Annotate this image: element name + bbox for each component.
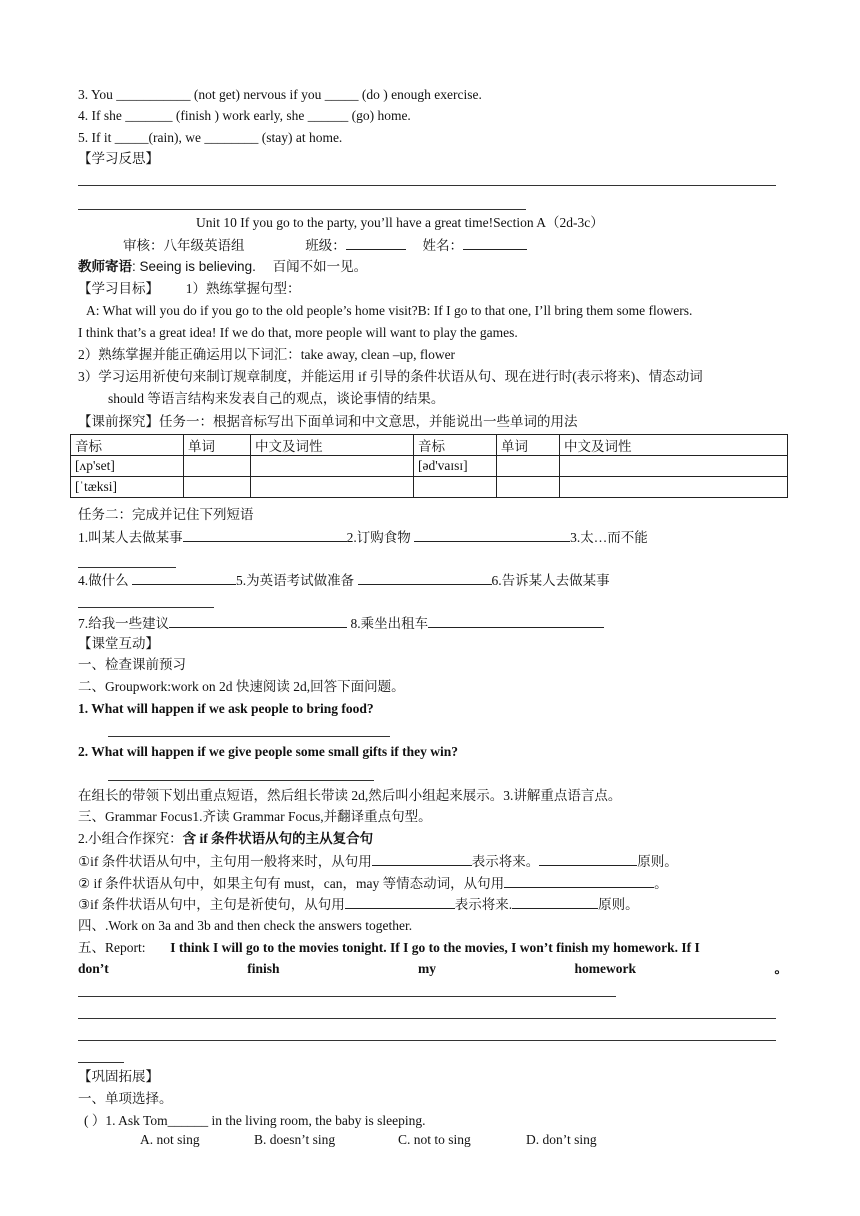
report-text: I think I will go to the movies tonight. If I go to the movies, I won’t finish my homework. If I [170, 940, 700, 955]
report-word: finish [247, 961, 280, 976]
mc-options [140, 1131, 597, 1149]
goal-dialog-1: A: What will you do if you go to the old people’s home visit?B: If I go to that one, I’ll bring them some flowers. [86, 303, 693, 318]
phrase-2-blank[interactable] [414, 528, 570, 542]
group-explore-label: 2.小组合作探究： [78, 831, 183, 846]
rule-3-blank-a[interactable] [345, 895, 455, 909]
col-phonetic: 音标 [71, 435, 184, 456]
rule-3-text: ③if 条件状语从句中，主句是祈使句，从句用 [78, 897, 345, 912]
exercise-line-5: 5. If it _____(rain), we ________ (stay) at home. [78, 130, 343, 145]
table-cell[interactable] [497, 477, 560, 498]
rule-1-blank-b[interactable] [539, 852, 637, 866]
classroom-step-3: 三、Grammar Focus1.齐读 Grammar Focus,并翻译重点句型。 [78, 809, 432, 824]
vocab-table-header [71, 435, 788, 456]
option-b[interactable]: B. doesn’t sing [254, 1132, 336, 1147]
phrase-4-blank[interactable] [132, 571, 236, 585]
report-word: my [418, 961, 437, 976]
class-field[interactable] [346, 236, 406, 250]
report-word: homework [574, 961, 636, 976]
vocab-table [70, 434, 788, 498]
teacher-quote-label: 教师寄语 [78, 259, 132, 274]
classroom-heading: 【课堂互动】 [78, 636, 159, 651]
table-cell[interactable] [560, 477, 788, 498]
table-cell[interactable] [560, 456, 788, 477]
report-word: 。 [774, 961, 788, 976]
reflection-heading: 【学习反思】 [78, 151, 159, 166]
task-2-heading: 任务二：完成并记住下列短语 [78, 507, 254, 522]
rule-3-text-b: 表示将来. [454, 897, 513, 912]
phrase-1: 1.叫某人去做某事 [78, 530, 183, 545]
rule-1-text-b: 表示将来。 [471, 854, 540, 869]
name-field[interactable] [463, 236, 527, 250]
answer-2-line[interactable] [108, 780, 374, 781]
phrase-4: 4.做什么 [78, 573, 129, 588]
report-label: 五、Report: [78, 940, 146, 955]
col-meaning: 中文及词性 [251, 435, 414, 456]
mc-question-1: ( ）1. Ask Tom______ in the living room, the baby is sleeping. [84, 1113, 426, 1128]
phrase-6-blank[interactable] [78, 607, 214, 608]
rule-1-blank-a[interactable] [372, 852, 472, 866]
group-explore-topic: 含 if 条件状语从句的主从复合句 [182, 831, 374, 846]
goal-3-cont: should 等语言结构来发表自己的观点，谈论事情的结果。 [108, 391, 445, 406]
table-cell[interactable] [184, 456, 251, 477]
goals-heading-label: 【学习目标】 [78, 281, 159, 296]
report-word: don’t [78, 961, 109, 976]
table-cell[interactable] [497, 456, 560, 477]
rule-3 [78, 895, 639, 914]
preview-heading: 【课前探究】任务一：根据音标写出下面单词和中文意思，并能说出一些单词的用法 [78, 414, 578, 429]
review-line [123, 236, 527, 255]
table-cell[interactable] [251, 456, 414, 477]
name-label: 姓名： [422, 238, 463, 253]
answer-rule [78, 209, 526, 210]
rule-3-text-c: 原则。 [598, 897, 639, 912]
goal-3: 3）学习运用祈使句来制订规章制度，并能运用 if 引导的条件状语从句、现在进行时(表示将来)、情态动词 [78, 369, 703, 384]
report-answer-line[interactable] [78, 1018, 776, 1019]
phrase-8-blank[interactable] [428, 614, 604, 628]
col-meaning: 中文及词性 [560, 435, 788, 456]
classroom-step-4: 四、.Work on 3a and 3b and then check the answers together. [78, 918, 413, 933]
question-1: 1. What will happen if we ask people to bring food? [78, 701, 374, 716]
goal-dialog-2: I think that’s a great idea! If we do that, more people will want to play the games. [78, 325, 518, 340]
report-answer-line[interactable] [78, 1062, 124, 1063]
phrase-6: 6.告诉某人去做某事 [491, 573, 610, 588]
classroom-step-1: 一、检查课前预习 [78, 657, 186, 672]
page-title: Unit 10 If you go to the party, you’ll have a great time!Section A（2d-3c） [196, 215, 604, 230]
report-line-2 [78, 960, 788, 978]
goal-2: 2）熟练掌握并能正确运用以下词汇：take away, clean –up, flower [78, 347, 456, 362]
rule-1 [78, 852, 678, 871]
phrase-5-blank[interactable] [358, 571, 492, 585]
table-row [71, 456, 788, 477]
phrase-7-blank[interactable] [169, 614, 347, 628]
phrase-line-3 [78, 614, 604, 633]
option-d[interactable]: D. don’t sing [526, 1132, 597, 1147]
option-a[interactable]: A. not sing [140, 1132, 200, 1147]
group-lead-instructions: 在组长的带领下划出重点短语，然后组长带读 2d,然后叫小组起来展示。3.讲解重点语言点。 [78, 788, 622, 803]
review-label: 审核：八年级英语组 [123, 238, 245, 253]
goals-heading [78, 280, 301, 298]
multiple-choice-heading: 一、单项选择。 [78, 1091, 173, 1106]
teacher-quote [78, 258, 367, 276]
table-cell[interactable] [184, 477, 251, 498]
table-cell: [əd'vaɪsɪ] [414, 456, 497, 477]
exercise-line-4: 4. If she _______ (finish ) work early, she ______ (go) home. [78, 108, 411, 123]
group-explore [78, 830, 373, 848]
rule-2-blank[interactable] [504, 874, 654, 888]
teacher-quote-chinese: 百闻不如一见。 [272, 259, 368, 274]
answer-1-line[interactable] [108, 736, 390, 737]
classroom-step-2: 二、Groupwork:work on 2d 快速阅读 2d,回答下面问题。 [78, 679, 405, 694]
report-answer-line[interactable] [78, 996, 616, 997]
phrase-3-blank[interactable] [78, 567, 176, 568]
rule-2 [78, 874, 668, 893]
phrase-2: 2.订购食物 [346, 530, 411, 545]
col-phonetic: 音标 [414, 435, 497, 456]
phrase-1-blank[interactable] [183, 528, 347, 542]
table-cell: [ˈtæksi] [71, 477, 184, 498]
report-line [78, 939, 700, 957]
rule-1-text: ①if 条件状语从句中，主句用一般将来时，从句用 [78, 854, 372, 869]
table-cell: [ʌp'set] [71, 456, 184, 477]
exercise-line-3: 3. You ___________ (not get) nervous if you _____ (do ) enough exercise. [78, 87, 482, 102]
rule-2-text-b: 。 [654, 876, 668, 891]
report-answer-line[interactable] [78, 1040, 776, 1041]
answer-rule [78, 185, 776, 186]
option-c[interactable]: C. not to sing [398, 1132, 471, 1147]
table-cell [414, 477, 497, 498]
col-word: 单词 [497, 435, 560, 456]
teacher-quote-english: : Seeing is believing. [132, 259, 256, 274]
rule-1-text-c: 原则。 [637, 854, 678, 869]
phrase-line-1 [78, 528, 648, 547]
phrase-8: 8.乘坐出租车 [350, 616, 429, 631]
table-cell[interactable] [251, 477, 414, 498]
col-word: 单词 [184, 435, 251, 456]
rule-2-text: ② if 条件状语从句中，如果主句有 must，can，may 等情态动词，从句用 [78, 876, 505, 891]
class-label: 班级： [305, 238, 346, 253]
consolidate-heading: 【巩固拓展】 [78, 1069, 159, 1084]
phrase-7: 7.给我一些建议 [78, 616, 170, 631]
rule-3-blank-b[interactable] [512, 895, 598, 909]
goal-1: 1）熟练掌握句型： [185, 281, 301, 296]
phrase-5: 5.为英语考试做准备 [236, 573, 355, 588]
table-row [71, 477, 788, 498]
question-2: 2. What will happen if we give people some small gifts if they win? [78, 744, 459, 759]
phrase-3: 3.太…而不能 [570, 530, 648, 545]
phrase-line-2 [78, 571, 610, 590]
